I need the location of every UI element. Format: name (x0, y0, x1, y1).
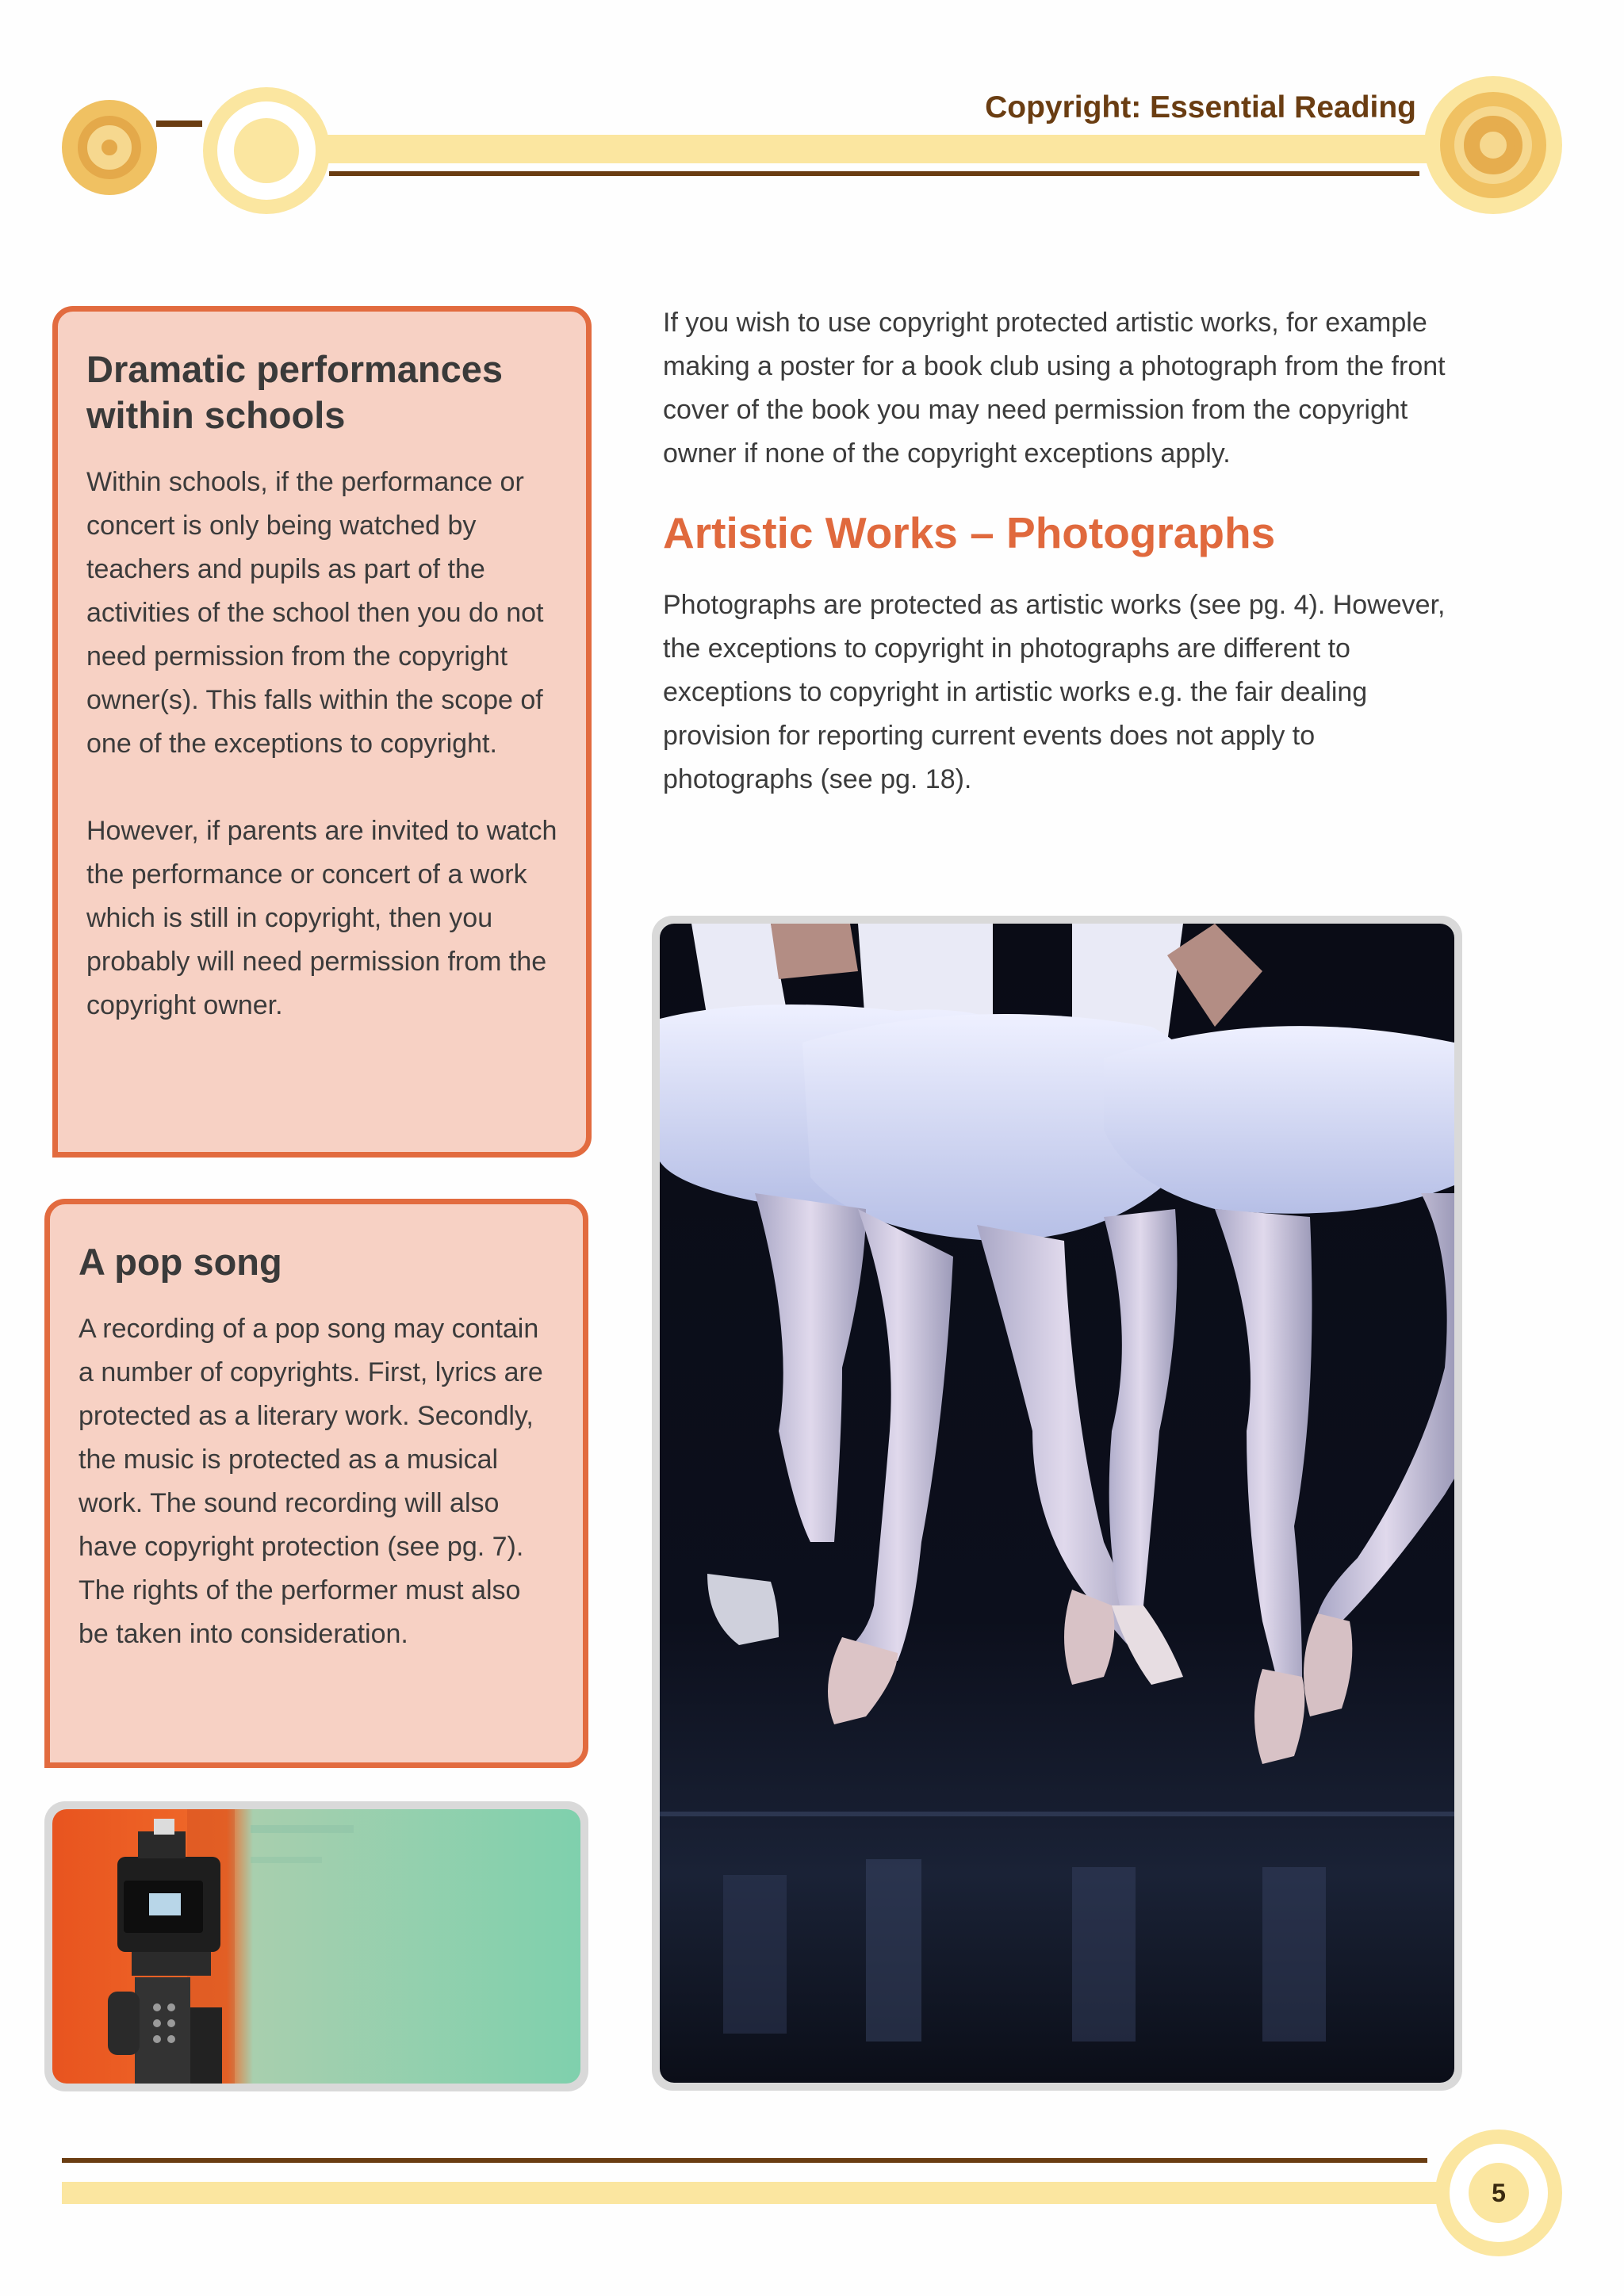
ballet-dancers-photo (652, 916, 1462, 2091)
callout-paragraph: However, if parents are invited to watch the performance or concert of a work which is still in copyright, then you probably will need permission from the copyright owner. (86, 816, 557, 1020)
callout-pop-song (44, 1199, 588, 1768)
footer-rule (62, 2158, 1427, 2163)
callout-dramatic-performances (52, 306, 592, 1158)
page-number: 5 (1492, 2179, 1506, 2207)
header-left-circle-center (95, 133, 124, 162)
callout-paragraph: Within schools, if the performance or concert is only being watched by teachers and pupils as part of the activities of the school then you do not need permission from the copyright owner(s). This falls within the scope of one of the exceptions to copyright. (86, 467, 544, 759)
section-paragraph: Photographs are protected as artistic works (see pg. 4). However, the exceptions to copyright in photographs are different to exceptions to copyright in artistic works e.g. the fair dealing provision for reporting current events does not apply to photographs (see pg. 18). (663, 590, 1446, 794)
running-header-title: Copyright: Essential Reading (985, 90, 1416, 124)
video-camera-photo (44, 1801, 588, 2091)
callout-paragraph: A recording of a pop song may contain a number of copyrights. First, lyrics are protected as a literary work. Secondly, the music is protected as a musical work. The sound recording will also have copyright protection (see pg. 7). The rights of the performer must also be taken into consideration. (79, 1314, 543, 1649)
section-heading: Artistic Works – Photographs (663, 508, 1276, 557)
header-mid-circle-center (234, 118, 299, 183)
header-dash (156, 121, 202, 127)
callout-heading-line2: within schools (86, 394, 346, 436)
callout-heading (86, 346, 557, 438)
header-right-circle-center (1472, 124, 1515, 166)
header-rule (329, 171, 1419, 176)
header-band (262, 135, 1451, 163)
callout-heading-line1: Dramatic performances (86, 348, 504, 390)
callout-heading: A pop song (79, 1241, 282, 1283)
footer-band (62, 2182, 1457, 2204)
video-camera-image (52, 1809, 580, 2084)
intro-paragraph: If you wish to use copyright protected artistic works, for example making a poster for a book club using a photograph from the front cover of the book you may need permission from the copyright owner if none of the copyright exceptions apply. (663, 308, 1446, 469)
ballet-dancers-image (660, 924, 1454, 2083)
